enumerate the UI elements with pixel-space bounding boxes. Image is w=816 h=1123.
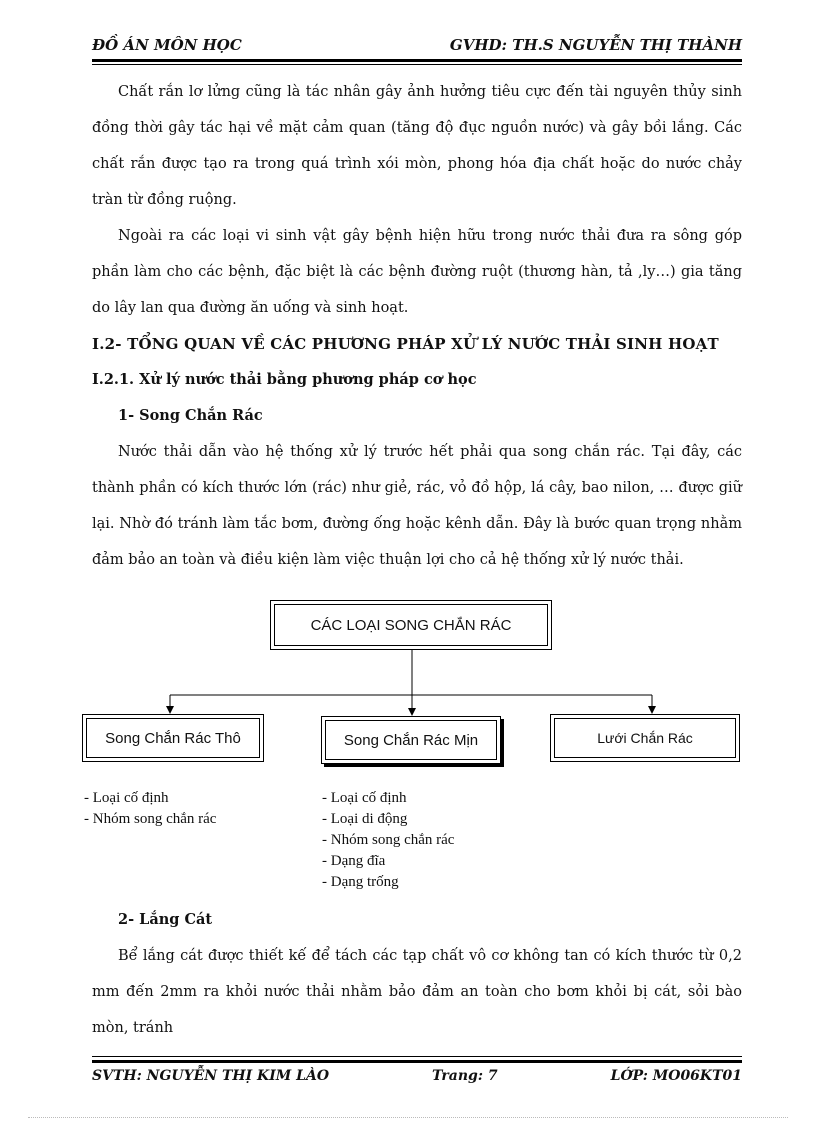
header-rule-thin <box>92 64 742 65</box>
list-item: - Loại cố định <box>322 790 407 806</box>
diagram-child-1 <box>82 714 264 762</box>
page-body <box>92 74 742 578</box>
header-right: GVHD: TH.S NGUYỄN THỊ THÀNH <box>449 36 742 54</box>
page-body-lower <box>92 902 742 1046</box>
diagram-root-box <box>270 600 552 650</box>
arrow-left <box>166 706 174 714</box>
list-item: - Loại cố định <box>84 790 169 806</box>
item-heading-2: 2- Lắng Cát <box>118 911 213 928</box>
list-item: - Nhóm song chắn rác <box>84 811 217 827</box>
section-heading: I.2- TỔNG QUAN VỀ CÁC PHƯƠNG PHÁP XỬ LÝ NƯỚC THẢI SINH HOẠT <box>92 335 719 353</box>
footer-right: LỚP: MO06KT01 <box>610 1068 742 1084</box>
footer-page-number: Trang: 7 <box>432 1068 498 1084</box>
header-rule <box>92 59 742 62</box>
diagram-child-2 <box>321 716 501 764</box>
arrow-mid <box>408 708 416 716</box>
diagram-list-2 <box>322 788 454 893</box>
page-header <box>92 36 742 60</box>
diagram-list-1 <box>84 788 216 830</box>
page-edge-dots <box>28 1117 788 1118</box>
diagram-child-3 <box>550 714 740 762</box>
paragraph-3: Nước thải dẫn vào hệ thống xử lý trước hết phải qua song chắn rác. Tại đây, các thành phần có kích thước lớn (rác) như giẻ, rác, vỏ đồ hộp, lá cây, bao nilon, … được giữ lại. Nhờ đó tránh làm tắc bơm, đường ống hoặc kênh dẫn. Đây là bước quan trọng nhằm đảm bảo an toàn và điều kiện làm việc thuận lợi cho cả hệ thống xử lý nước thải. <box>92 444 742 568</box>
header-left: ĐỒ ÁN MÔN HỌC <box>92 36 242 54</box>
diagram-root-label: CÁC LOẠI SONG CHẮN RÁC <box>274 604 548 646</box>
diagram-child-1-label: Song Chắn Rác Thô <box>86 718 260 758</box>
item-heading-1: 1- Song Chắn Rác <box>118 407 263 424</box>
list-item: - Nhóm song chắn rác <box>322 832 455 848</box>
diagram-child-3-label: Lưới Chắn Rác <box>554 718 736 758</box>
page-footer <box>92 1068 742 1090</box>
subsection-heading: I.2.1. Xử lý nước thải bằng phương pháp cơ học <box>92 371 477 388</box>
arrow-right <box>648 706 656 714</box>
list-item: - Dạng đĩa <box>322 853 386 869</box>
diagram-child-2-label: Song Chắn Rác Mịn <box>325 720 497 760</box>
paragraph-2: Ngoài ra các loại vi sinh vật gây bệnh hiện hữu trong nước thải đưa ra sông góp phần làm cho các bệnh, đặc biệt là các bệnh đường ruột (thương hàn, tả ,ly…) gia tăng do lây lan qua đường ăn uống và sinh hoạt. <box>92 228 742 316</box>
list-item: - Loại di động <box>322 811 408 827</box>
footer-rule-thin <box>92 1056 742 1057</box>
footer-rule <box>92 1060 742 1063</box>
footer-left: SVTH: NGUYỄN THỊ KIM LÀO <box>92 1068 330 1084</box>
paragraph-4: Bể lắng cát được thiết kế để tách các tạp chất vô cơ không tan có kích thước từ 0,2 mm đến 2mm ra khỏi nước thải nhằm bảo đảm an toàn cho bơm khỏi bị cát, sỏi bào mòn, tránh <box>92 948 742 1036</box>
paragraph-1: Chất rắn lơ lửng cũng là tác nhân gây ảnh hưởng tiêu cực đến tài nguyên thủy sinh đồng thời gây tác hại về mặt cảm quan (tăng độ đục nguồn nước) và gây bồi lắng. Các chất rắn được tạo ra trong quá trình xói mòn, phong hóa địa chất hoặc do nước chảy tràn từ đồng ruộng. <box>92 84 742 208</box>
list-item: - Dạng trống <box>322 874 399 890</box>
